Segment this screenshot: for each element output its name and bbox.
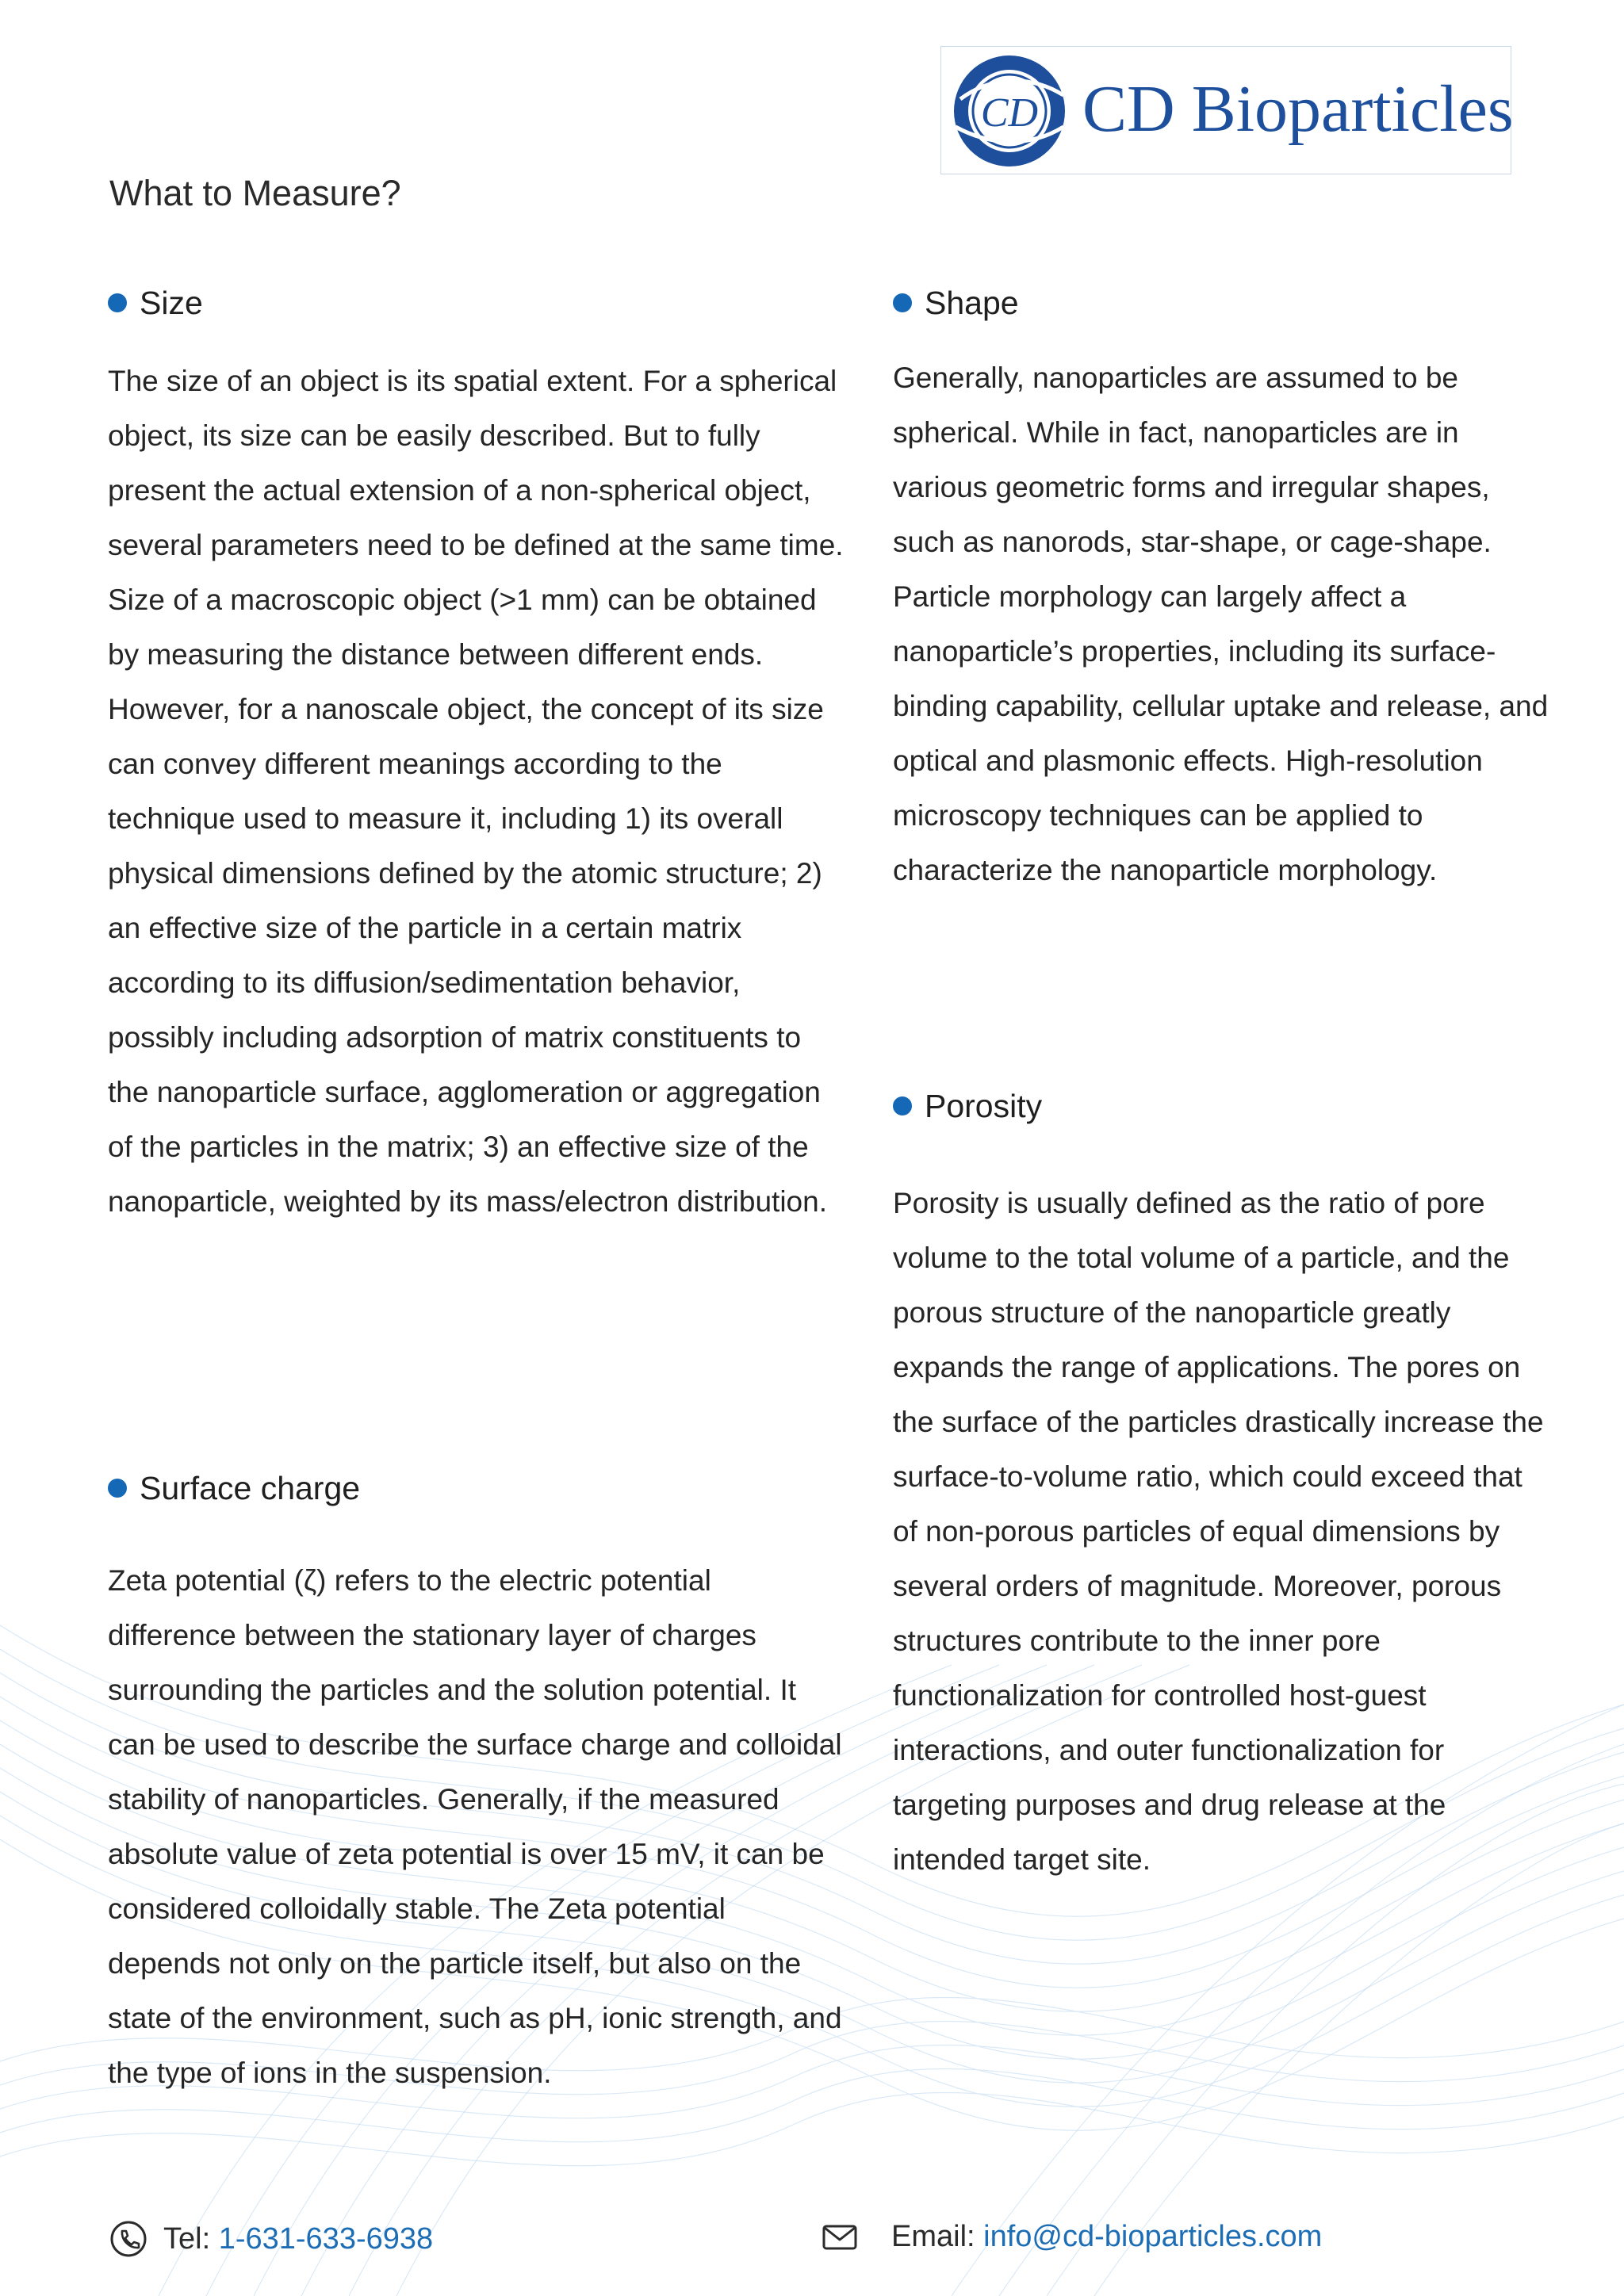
section-header — [108, 279, 845, 327]
bullet-dot-icon — [108, 1479, 127, 1498]
footer-email — [822, 2220, 1322, 2254]
section-body: The size of an object is its spatial extent. For a spherical object, its size can be easily described. But to fully present the actual extension of a non-spherical object, several parameters need to be defined at the same time. Size of a macroscopic object (>1 mm) can be obtained by measuring the distance between different ends. However, for a nanoscale object, the concept of its size can convey different meanings according to the technique used to measure it, including 1) its overall physical dimensions defined by the atomic structure; 2) an effective size of the particle in a certain matrix according to its diffusion/sedimentation behavior, possibly including adsorption of matrix constituents to the nanoparticle surface, agglomeration or aggregation of the particles in the matrix; 3) an effective size of the nanoparticle, weighted by its mass/electron distribution. — [108, 365, 844, 1218]
section-size — [108, 279, 845, 1229]
page-title: What to Measure? — [109, 173, 401, 213]
section-title: Porosity — [925, 1087, 1043, 1124]
bullet-dot-icon — [108, 293, 127, 312]
section-header — [108, 1464, 845, 1512]
section-surface-charge — [108, 1464, 845, 2100]
logo-emblem-icon — [944, 52, 1074, 170]
footer-telephone — [109, 2220, 433, 2258]
email-link[interactable]: info@cd-bioparticles.com — [983, 2220, 1323, 2253]
brand-logo — [940, 46, 1514, 174]
section-title: Shape — [925, 284, 1019, 321]
section-header — [893, 279, 1551, 327]
section-title: Size — [140, 284, 203, 321]
email-label: Email: — [891, 2220, 984, 2253]
mail-icon — [822, 2223, 858, 2252]
section-title: Surface charge — [140, 1469, 361, 1506]
logo-emblem-letters: CD — [980, 90, 1039, 136]
bullet-dot-icon — [893, 1096, 912, 1115]
section-header — [893, 1082, 1551, 1130]
section-porosity — [893, 1082, 1551, 1887]
section-body: Zeta potential (ζ) refers to the electric potential difference between the stationary layer of charges surrounding the particles and the solution potential. It can be used to describe the surface charge and colloidal stability of nanoparticles. Generally, if the measured absolute value of zeta potential is over 15 mV, it can be considered colloidally stable. The Zeta potential depends not only on the particle itself, but also on the state of the environment, such as pH, ionic strength, and the type of ions in the suspension. — [108, 1564, 842, 2089]
section-shape — [893, 279, 1551, 897]
bullet-dot-icon — [893, 293, 912, 312]
section-body: Generally, nanoparticles are assumed to be spherical. While in fact, nanoparticles are in various geometric forms and irregular shapes, such as nanorods, star-shape, or cage-shape. Particle morphology can largely affect a nanoparticle’s properties, including its surface-binding capability, cellular uptake and release, and optical and plasmonic effects. High-resolution microscopy techniques can be applied to characterize the nanoparticle morphology. — [893, 362, 1549, 886]
tel-label: Tel: — [163, 2221, 219, 2256]
section-body: Porosity is usually defined as the ratio of pore volume to the total volume of a particle, and the porous structure of the nanoparticle greatly expands the range of applications. The pores on the surface of the particles drastically increase the surface-to-volume ratio, which could exceed that of non-porous particles of equal dimensions by several orders of magnitude. Moreover, porous structures contribute to the inner pore functionalization for controlled host-guest interactions, and outer functionalization for targeting purposes and drug release at the intended target site. — [893, 1187, 1544, 1876]
logo-brand-name: CD Bioparticles — [1082, 72, 1514, 146]
phone-icon — [109, 2220, 147, 2258]
tel-link[interactable]: 1-631-633-6938 — [218, 2221, 434, 2256]
